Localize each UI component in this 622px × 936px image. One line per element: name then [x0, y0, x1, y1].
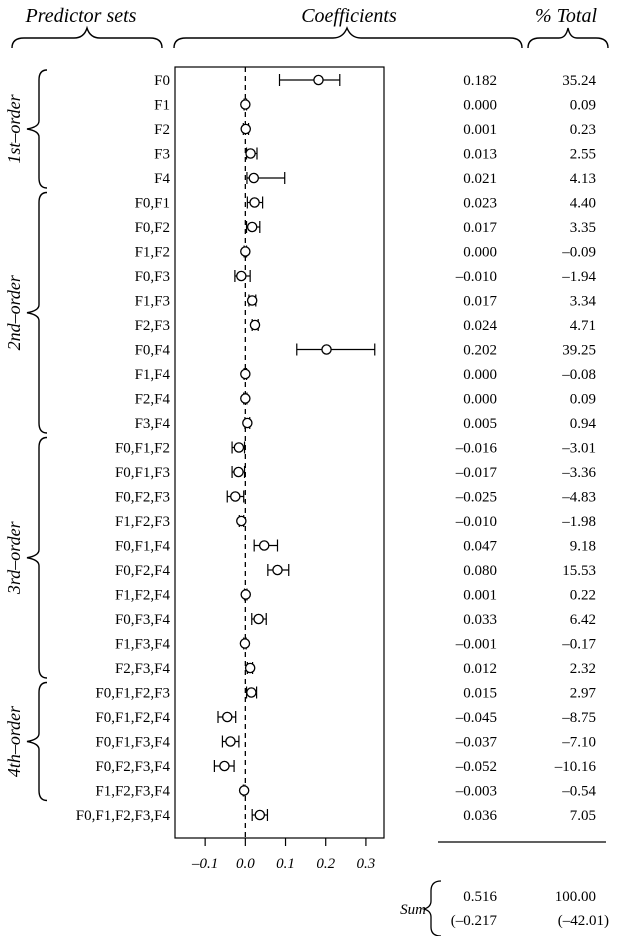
percent-total-value: 2.32 [569, 661, 596, 677]
percent-total-value: 2.55 [569, 146, 596, 163]
coefficient-value: 0.013 [463, 146, 497, 163]
x-tick-label: 0.2 [316, 856, 336, 872]
predictor-set-label: F2,F3 [134, 318, 170, 334]
coefficient-value: 0.202 [463, 342, 497, 359]
group-brace [27, 438, 47, 679]
percent-total-value: 0.22 [569, 587, 596, 604]
coefficient-point [223, 712, 232, 721]
coefficient-point [237, 516, 246, 525]
predictor-set-label: F2 [154, 122, 170, 138]
x-tick-label: –0.1 [192, 856, 219, 872]
percent-total-value: –0.54 [562, 783, 596, 800]
predictor-set-label: F1,F2,F3 [114, 514, 170, 530]
coefficient-point [241, 100, 250, 109]
plot-frame [175, 67, 384, 838]
group-label: 4th–order [4, 705, 24, 778]
percent-total-value: 0.09 [569, 391, 596, 408]
header-brace-coefficients [174, 28, 522, 48]
predictor-set-label: F1,F4 [134, 367, 170, 383]
coefficient-point [322, 345, 331, 354]
percent-total-value: 3.34 [569, 293, 596, 310]
percent-total-value: –8.75 [562, 710, 596, 726]
sum-pct-negative: (–42.01) [557, 913, 609, 929]
coefficient-value: –0.037 [455, 734, 497, 751]
coefficient-value: 0.000 [463, 97, 497, 114]
predictor-set-label: F0,F2,F3 [114, 489, 170, 506]
coefficient-value: 0.000 [463, 244, 497, 261]
percent-total-value: –1.94 [562, 269, 596, 285]
coefficient-value: –0.010 [455, 269, 497, 285]
coefficient-point [246, 663, 255, 672]
coefficient-value: 0.017 [463, 220, 497, 236]
coefficient-point [234, 443, 243, 452]
coefficient-value: –0.045 [455, 710, 497, 726]
predictor-set-label: F1,F3,F4 [114, 636, 170, 653]
predictor-set-label: F1,F2 [134, 244, 170, 261]
coefficient-point [273, 565, 282, 574]
coefficient-value: 0.000 [463, 391, 497, 408]
predictor-set-label: F1,F3 [134, 293, 170, 310]
percent-total-value: 0.23 [569, 122, 596, 138]
percent-total-value: –0.08 [562, 367, 596, 383]
percent-total-value: –3.01 [562, 440, 596, 457]
group-brace [27, 70, 47, 188]
predictor-set-label: F0 [154, 73, 170, 89]
coefficient-point [254, 614, 263, 623]
coefficient-value: –0.052 [455, 759, 497, 775]
predictor-set-label: F0,F4 [134, 342, 170, 359]
group-label: 2nd–order [4, 275, 24, 351]
predictor-set-label: F0,F2,F4 [114, 563, 170, 579]
coefficient-point [248, 222, 257, 231]
percent-total-value: 6.42 [569, 612, 596, 628]
coefficient-point [240, 786, 249, 795]
predictor-set-label: F0,F2,F3,F4 [95, 759, 170, 775]
coefficient-value: –0.010 [455, 514, 497, 530]
coefficient-point [241, 369, 250, 378]
group-brace [27, 683, 47, 801]
coefficient-point [250, 198, 259, 207]
sum-brace [424, 881, 441, 936]
predictor-set-label: F0,F3 [134, 269, 170, 285]
coefficient-value: –0.017 [455, 465, 497, 481]
coefficient-value: –0.025 [455, 489, 497, 506]
percent-total-value: 39.25 [562, 342, 596, 359]
coefficient-value: –0.016 [455, 440, 497, 457]
predictor-set-label: F1,F2,F3,F4 [95, 783, 170, 800]
percent-total-value: 3.35 [569, 220, 596, 236]
coefficient-point [226, 737, 235, 746]
coefficient-point [240, 639, 249, 648]
percent-total-value: –10.16 [554, 759, 596, 775]
coefficient-point [241, 247, 250, 256]
group-label: 3rd–order [4, 521, 24, 595]
predictor-set-label: F3 [154, 146, 170, 163]
coefficient-value: 0.021 [463, 171, 497, 187]
percent-total-value: 35.24 [562, 73, 596, 89]
coefficient-point [248, 296, 257, 305]
coefficient-point [260, 541, 269, 550]
coefficient-point [250, 320, 259, 329]
header-brace-total [528, 28, 608, 48]
coefficient-point [220, 761, 229, 770]
coefficient-value: 0.047 [463, 538, 497, 555]
coefficient-value: 0.024 [463, 318, 497, 334]
predictor-set-label: F0,F1,F2 [114, 440, 170, 457]
predictor-set-label: F0,F1 [134, 195, 170, 212]
x-tick-label: 0.0 [235, 856, 255, 872]
group-brace [27, 193, 47, 434]
percent-total-value: 4.71 [569, 318, 596, 334]
group-label: 1st–order [4, 94, 24, 164]
percent-total-value: –1.98 [562, 514, 596, 530]
sum-label: Sum [400, 902, 426, 918]
predictor-set-label: F0,F1,F2,F3,F4 [75, 808, 170, 824]
coefficient-point [241, 124, 250, 133]
coefficient-point [243, 418, 252, 427]
coefficient-point [234, 467, 243, 476]
percent-total-value: 2.97 [569, 685, 596, 702]
predictor-set-label: F3,F4 [134, 416, 170, 432]
coefficient-value: 0.001 [463, 122, 497, 138]
predictor-set-label: F0,F2 [134, 220, 170, 236]
coefficient-point [255, 810, 264, 819]
sum-coef-positive: 0.516 [463, 889, 497, 905]
coefficient-value: 0.012 [463, 661, 497, 677]
predictor-set-label: F4 [154, 171, 170, 187]
predictor-set-label: F0,F1,F4 [114, 538, 170, 555]
predictor-set-label: F2,F4 [134, 391, 170, 408]
percent-total-value: –0.09 [562, 244, 596, 261]
coefficient-value: 0.000 [463, 367, 497, 383]
percent-total-value: 0.09 [569, 97, 596, 114]
predictor-set-label: F0,F1,F3,F4 [95, 734, 170, 751]
predictor-set-label: F0,F3,F4 [114, 612, 170, 628]
coefficient-value: 0.001 [463, 587, 497, 604]
predictor-set-label: F1,F2,F4 [114, 587, 170, 604]
coefficient-value: 0.182 [463, 73, 497, 89]
predictor-set-label: F0,F1,F2,F4 [95, 710, 170, 726]
sum-pct-positive: 100.00 [554, 889, 596, 905]
header-brace-predictors [12, 28, 162, 48]
coefficient-point [314, 75, 323, 84]
coefficient-point [246, 149, 255, 158]
coefficient-value: 0.005 [463, 416, 497, 432]
sum-coef-negative: (–0.217 [450, 913, 497, 929]
percent-total-value: –7.10 [562, 734, 596, 751]
x-tick-label: 0.1 [276, 856, 295, 872]
coefficient-point [231, 492, 240, 501]
header-percent-total: % Total [534, 5, 598, 27]
coefficient-value: 0.017 [463, 293, 497, 310]
coefficient-point [241, 394, 250, 403]
predictor-set-label: F2,F3,F4 [114, 661, 170, 677]
header-predictor-sets: Predictor sets [25, 5, 137, 27]
coefficient-value: –0.001 [455, 636, 497, 653]
percent-total-value: –0.17 [562, 636, 596, 653]
percent-total-value: –3.36 [562, 465, 596, 481]
coefficient-point [249, 173, 258, 182]
coefficient-value: 0.015 [463, 685, 497, 702]
coefficient-value: 0.033 [463, 612, 497, 628]
header-coefficients: Coefficients [301, 5, 397, 27]
percent-total-value: 4.13 [569, 171, 596, 187]
coefficient-point [237, 271, 246, 280]
predictor-set-label: F0,F1,F2,F3 [95, 685, 170, 702]
percent-total-value: –4.83 [562, 489, 596, 506]
percent-total-value: 4.40 [569, 195, 596, 212]
predictor-set-label: F0,F1,F3 [114, 465, 170, 481]
coefficient-value: 0.080 [463, 563, 497, 579]
percent-total-value: 7.05 [569, 808, 596, 824]
coefficient-value: 0.036 [463, 808, 497, 824]
coefficient-value: 0.023 [463, 195, 497, 212]
coefficient-point [247, 688, 256, 697]
percent-total-value: 9.18 [569, 538, 596, 555]
coefficient-point [241, 590, 250, 599]
coefficient-value: –0.003 [455, 783, 497, 800]
percent-total-value: 15.53 [562, 563, 596, 579]
predictor-set-label: F1 [154, 97, 170, 114]
x-tick-label: 0.3 [356, 856, 376, 872]
percent-total-value: 0.94 [569, 416, 596, 432]
